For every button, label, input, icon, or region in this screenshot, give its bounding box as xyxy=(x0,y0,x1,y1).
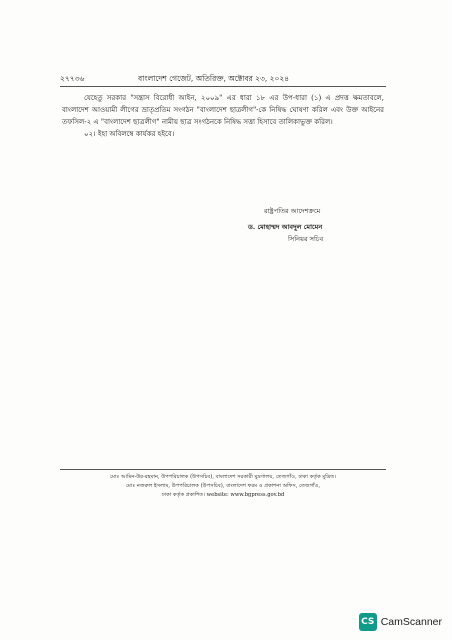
footer-line-1: মোঃ আমিন-উর-রহমান, উপপরিচালক (উপসচিব), বাংলাদেশ সরকারী মুদ্রণালয়, তেজগাঁও, ঢাকা কর্তৃক মুদ্রিত। xyxy=(110,474,336,480)
order-line: রাষ্ট্রপতির আদেশক্রমে xyxy=(264,207,321,215)
signatory-designation: সিনিয়র সচিব xyxy=(288,235,324,243)
camscanner-label: CamScanner xyxy=(380,616,442,628)
camscanner-logo-icon: CS xyxy=(359,613,377,631)
footer-line-2: মোঃ নজরুল ইসলাম, উপপরিচালক (উপসচিব), বাংলাদেশ ফরম ও প্রকাশনা অফিস, তেজগাঁও, xyxy=(125,483,321,489)
paragraph-1: যেহেতু সরকার "সন্ত্রাস বিরোধী আইন, ২০০৯" এর ধারা ১৮ এর উপ-ধারা (১) এ প্রদত্ত ক্ষমতাবলে, বাংলাদেশ আওয়ামী লীগের ভ্রাতৃপ্রতিম সংগঠন "বাংলাদেশ ছাত্রলীগ"-কে নিষিদ্ধ ঘোষণা করিল এবং উক্ত আইনের তফসিল-২ এ "বাংলাদেশ ছাত্রলীগ" নামীয় ছাত্র সংগঠনকে নিষিদ্ধ সত্তা হিসাবে তালিকাভুক্ত করিল। xyxy=(62,94,384,126)
gazette-title: বাংলাদেশ গেজেট, অতিরিক্ত, অক্টোবর ২৩, ২০২৪ xyxy=(138,74,290,83)
paragraph-2: ০২। ইহা অবিলম্বে কার্যকর হইবে। xyxy=(84,130,175,138)
header-divider xyxy=(60,86,386,87)
publication-footer xyxy=(60,473,386,500)
page-header xyxy=(60,74,386,86)
notification-body xyxy=(62,92,384,140)
footer-line-3: ঢাকা কর্তৃক প্রকাশিত। website: www.bgpress.gov.bd xyxy=(161,492,285,498)
footer-divider xyxy=(60,469,386,470)
page-number: ২৭৭৩৬ xyxy=(60,74,85,83)
signature-block xyxy=(248,205,388,245)
signatory-name: ড. মোহাম্মদ আবদুল মোমেন xyxy=(248,223,323,231)
camscanner-watermark xyxy=(359,612,442,632)
